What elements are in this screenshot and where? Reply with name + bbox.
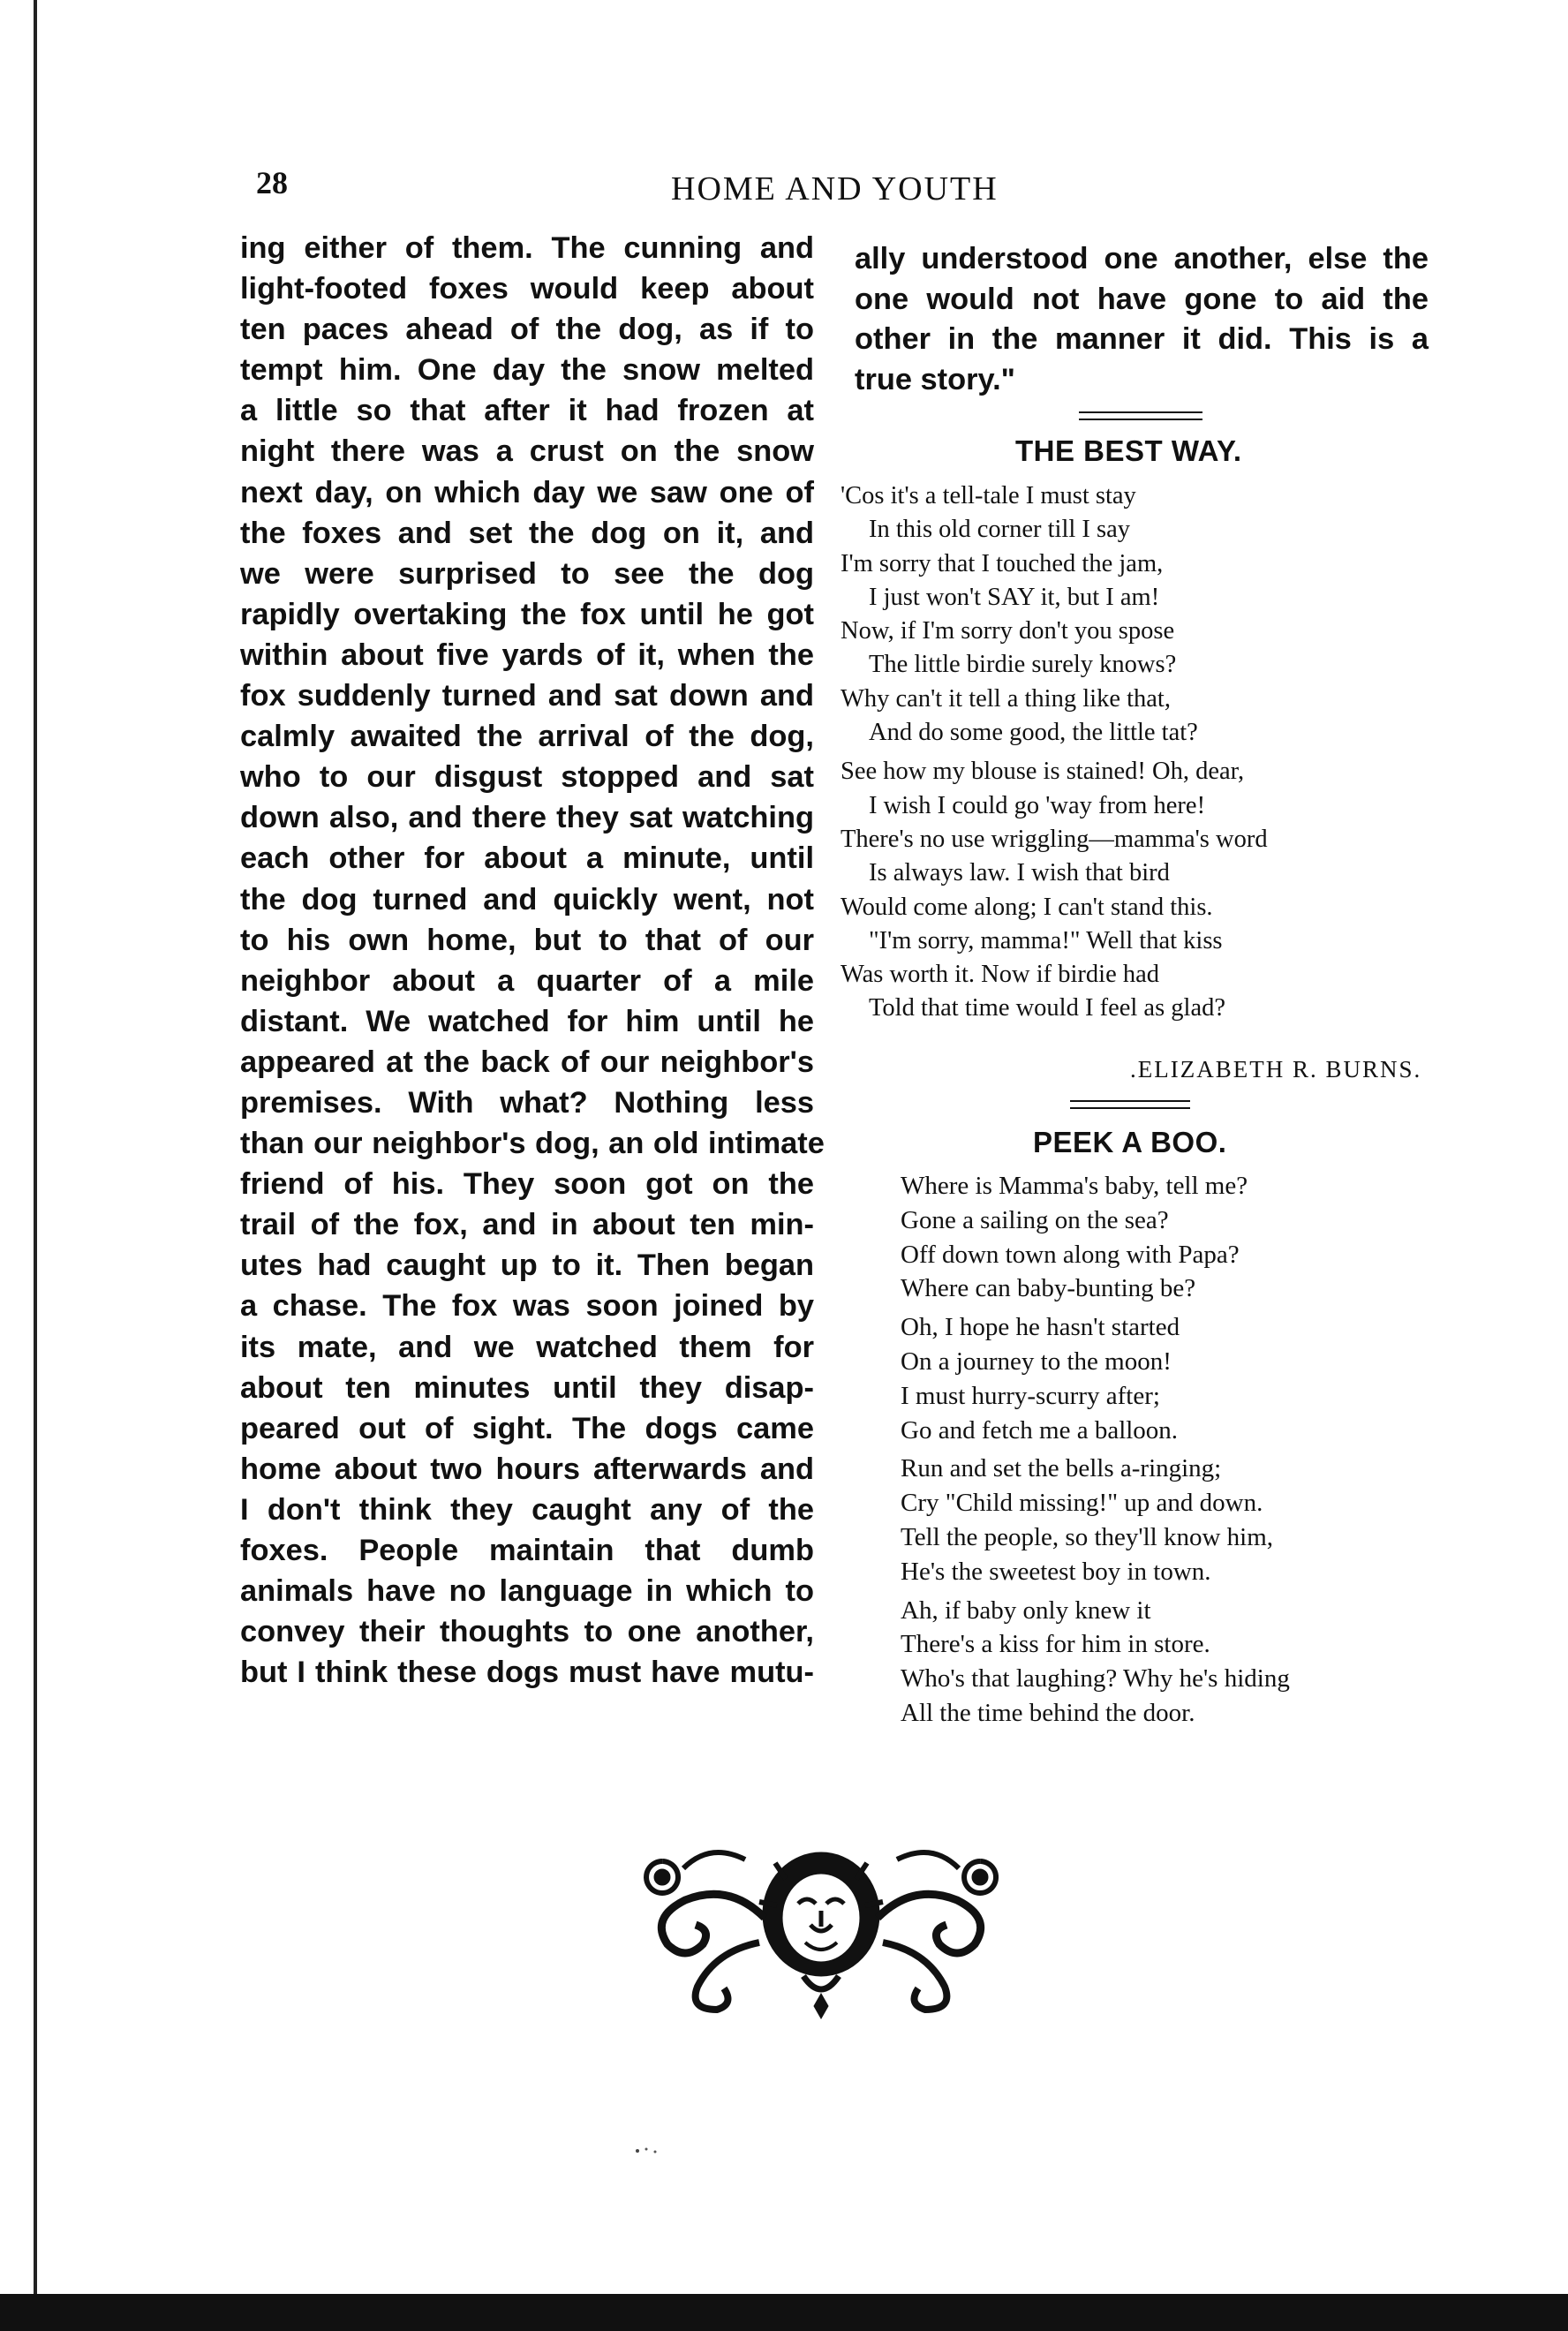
poem-title-best-way: THE BEST WAY. (1015, 434, 1242, 467)
prose-line: rapidly overtaking the fox until he got (240, 597, 814, 631)
prose-line: ing either of them. The cunning and (240, 231, 814, 265)
prose-line: but I think these dogs must have mutu- (240, 1656, 814, 1690)
prose-line: light-footed foxes would keep about (240, 272, 814, 306)
prose-line: appeared at the back of our neighbor's (240, 1045, 814, 1079)
prose-line: one would not have gone to aid the (855, 282, 1429, 316)
poem-line: In this old corner till I say (869, 516, 1131, 544)
prose-line: than our neighbor's dog, an old intimate (240, 1127, 825, 1161)
section-rule (1079, 411, 1202, 420)
poem-line: There's a kiss for him in store. (901, 1630, 1210, 1659)
prose-line: each other for about a minute, until (240, 841, 814, 876)
prose-line: friend of his. They soon got on the (240, 1167, 814, 1202)
lion-head-ornament-icon (609, 1826, 1033, 2024)
prose-line: the foxes and set the dog on it, and (240, 516, 814, 550)
prose-line: its mate, and we watched them for (240, 1330, 814, 1364)
prose-line: utes had caught up to it. Then began (240, 1248, 814, 1283)
poem-line: Gone a sailing on the sea? (901, 1205, 1169, 1234)
prose-line: animals have no language in which to (240, 1574, 814, 1609)
prose-line: about ten minutes until they disap- (240, 1370, 814, 1405)
prose-line: neighbor about a quarter of a mile (240, 963, 814, 998)
print-speck (634, 2144, 669, 2156)
poem-line: Ah, if baby only knew it (901, 1595, 1151, 1625)
poem-peek-a-boo (901, 1169, 1290, 1731)
prose-line: who to our disgust stopped and sat (240, 760, 814, 795)
prose-line: a little so that after it had frozen at (240, 394, 814, 428)
prose-line: we were surprised to see the dog (240, 556, 814, 591)
prose-line: the dog turned and quickly went, not (240, 882, 814, 917)
poem-line: Oh, I hope he hasn't started (901, 1313, 1180, 1342)
poem-line: Where is Mamma's baby, tell me? (901, 1172, 1248, 1200)
running-head: HOME AND YOUTH (671, 170, 999, 207)
page-number: 28 (256, 165, 288, 200)
poem-line: Was worth it. Now if birdie had (841, 961, 1160, 989)
poem-line: I'm sorry that I touched the jam, (841, 549, 1164, 577)
prose-column-left (240, 228, 825, 1693)
prose-line: trail of the fox, and in about ten min- (240, 1208, 814, 1242)
prose-line: calmly awaited the arrival of the dog, (240, 720, 814, 754)
poem-line: I must hurry-scurry after; (901, 1381, 1160, 1410)
prose-line: night there was a crust on the snow (240, 434, 814, 469)
prose-line: convey their thoughts to one another, (240, 1615, 814, 1649)
prose-line: tempt him. One day the snow melted (240, 353, 814, 388)
prose-line: other in the manner it did. This is a (855, 322, 1429, 356)
poem-line: Told that time would I feel as glad? (869, 994, 1226, 1022)
prose-line: premises. With what? Nothing less (240, 1085, 814, 1120)
prose-line: within about five yards of it, when the (240, 637, 814, 672)
poem-line: And do some good, the little tat? (869, 719, 1198, 747)
poem-line: He's the sweetest boy in town. (901, 1557, 1211, 1586)
prose-line: peared out of sight. The dogs came (240, 1411, 814, 1445)
poem-line: 'Cos it's a tell-tale I must stay (841, 482, 1136, 509)
poem-line: Go and fetch me a balloon. (901, 1415, 1179, 1445)
poem-signature: .ELIZABETH R. BURNS. (1130, 1056, 1422, 1083)
poem-line: Would come along; I can't stand this. (841, 893, 1213, 921)
prose-line: foxes. People maintain that dumb (240, 1534, 814, 1567)
poem-line: On a journey to the moon! (901, 1347, 1172, 1376)
prose-line: fox suddenly turned and sat down and (240, 679, 814, 713)
poem-line: Cry "Child missing!" up and down. (901, 1489, 1263, 1518)
poem-line: Now, if I'm sorry don't you spose (841, 617, 1175, 645)
poem-line: Off down town along with Papa? (901, 1240, 1240, 1269)
poem-title-peek-a-boo: PEEK A BOO. (1033, 1126, 1227, 1158)
prose-line: ten paces ahead of the dog, as if to (240, 313, 814, 347)
poem-line: Is always law. I wish that bird (869, 859, 1170, 887)
poem-line: I wish I could go 'way from here! (869, 791, 1206, 819)
poem-line: There's no use wriggling—mamma's word (841, 825, 1268, 853)
poem-best-way (841, 479, 1268, 1026)
poem-line: Run and set the bells a-ringing; (901, 1454, 1222, 1483)
prose-line: distant. We watched for him until he (240, 1004, 814, 1038)
prose-line: home about two hours afterwards and (240, 1452, 814, 1486)
poem-line: Why can't it tell a thing like that, (841, 684, 1171, 713)
poem-line: "I'm sorry, mamma!" Well that kiss (869, 926, 1223, 954)
poem-line: Where can baby-bunting be? (901, 1274, 1196, 1303)
poem-line: Tell the people, so they'll know him, (901, 1522, 1274, 1551)
prose-line: ally understood one another, else the (855, 242, 1429, 275)
section-rule (1070, 1100, 1190, 1109)
prose-line: I don't think they caught any of the (240, 1492, 814, 1527)
poem-line: The little birdie surely knows? (869, 651, 1177, 679)
prose-line: a chase. The fox was soon joined by (240, 1289, 814, 1324)
poem-line: See how my blouse is stained! Oh, dear, (841, 758, 1245, 786)
prose-line: down also, and there they sat watching (240, 801, 814, 835)
prose-column-right (855, 239, 1429, 400)
prose-line: true story." (855, 362, 1015, 396)
page-edge-shadow (34, 0, 37, 2331)
poem-line: All the time behind the door. (901, 1698, 1195, 1727)
prose-line: to his own home, but to that of our (240, 923, 814, 957)
page-bottom-edge (0, 2294, 1568, 2331)
poem-line: Who's that laughing? Why he's hiding (901, 1664, 1290, 1694)
prose-line: next day, on which day we saw one of (240, 475, 814, 509)
poem-line: I just won't SAY it, but I am! (869, 583, 1160, 611)
